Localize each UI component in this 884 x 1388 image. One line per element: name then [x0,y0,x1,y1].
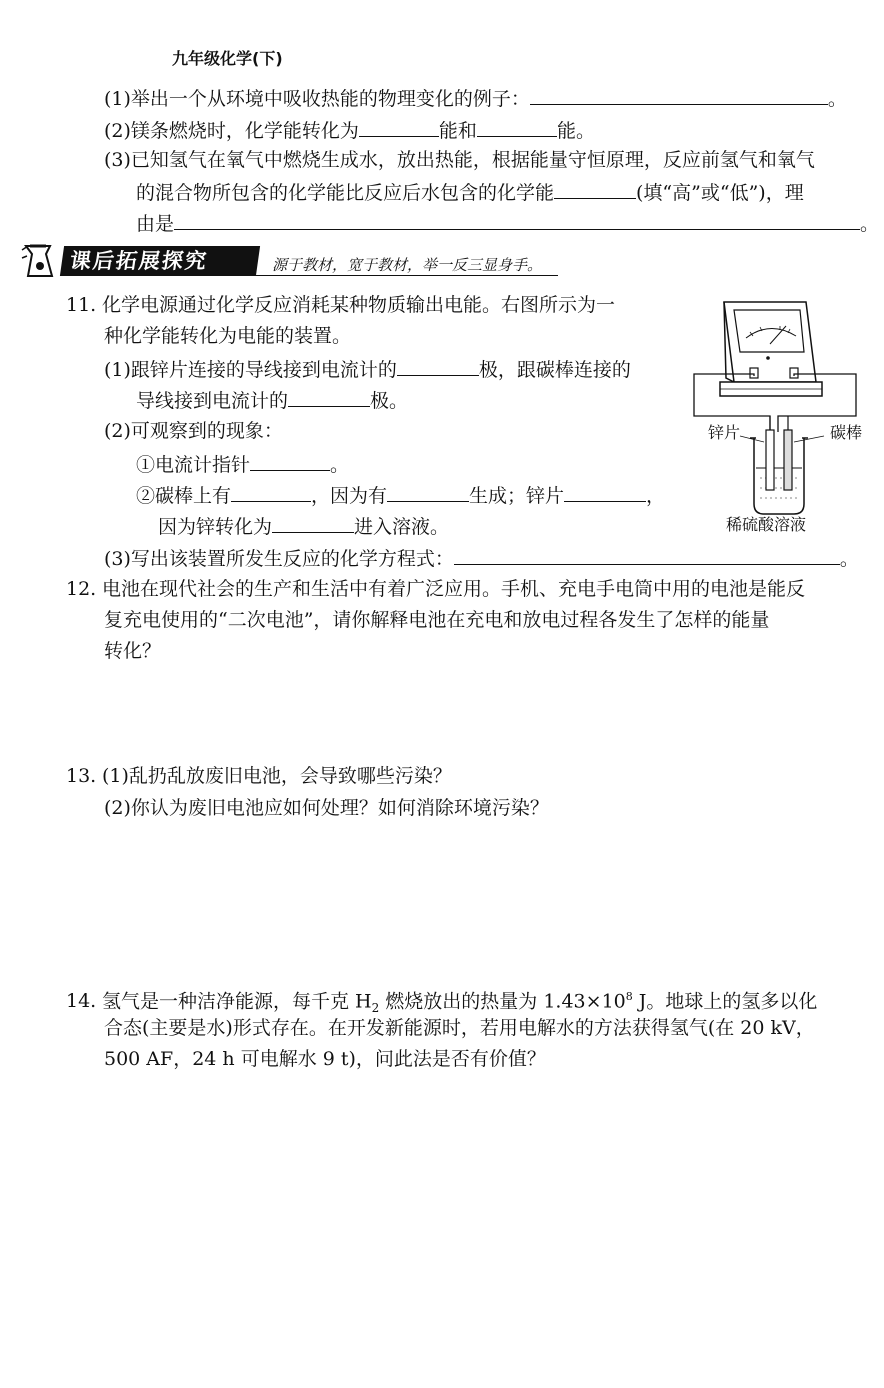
banner-underline [62,275,558,276]
banner-subtitle: 源于教材，宽于教材，举一反三显身手。 [272,256,543,274]
answer-blank[interactable] [564,481,646,502]
label-solution: 稀硫酸溶液 [726,515,807,534]
q13-line1: 13. (1)乱扔乱放废旧电池，会导致哪些污染？ [66,765,452,787]
question-number: 12. [66,578,97,600]
prev-q3-line1: (3)已知氢气在氧气中燃烧生成水，放出热能，根据能量守恒原理，反应前氢气和氧气 [104,149,815,171]
question-number: 13. [66,765,97,787]
answer-blank[interactable] [454,544,840,565]
answer-blank[interactable] [288,386,370,407]
q11-line2: 种化学能转化为电能的装置。 [104,325,352,347]
answer-blank[interactable] [250,450,330,471]
prev-q1: (1)举出一个从环境中吸收热能的物理变化的例子： 。 [104,84,847,112]
answer-blank[interactable] [530,84,828,105]
answer-blank[interactable] [387,481,469,502]
q11-part2-3: 因为锌转化为 进入溶液。 [158,512,449,540]
q14-line2: 合态(主要是水)形式存在。在开发新能源时，若用电解水的方法获得氢气(在 20 kV， [104,1017,815,1039]
answer-blank[interactable] [231,481,311,502]
prev-q3-line2: 的混合物所包含的化学能比反应后水包含的化学能 (填“高”或“低”)，理 [136,178,804,206]
q12-line3: 转化？ [104,640,162,662]
section-banner [20,244,560,278]
explore-icon [20,244,60,278]
answer-blank[interactable] [272,512,354,533]
q11-part2-1: ①电流计指针 。 [136,450,349,478]
prev-q2: (2)镁条燃烧时，化学能转化为 能和 能。 [104,116,595,144]
answer-blank[interactable] [174,209,860,230]
beaker-icon [750,416,808,514]
question-number: 11. [66,294,97,316]
galvanic-cell-figure [690,292,866,542]
q11-part1-cont: 导线接到电流计的 极。 [136,386,408,414]
prev-q3-line3: 由是 。 [136,209,879,237]
ammeter-icon [720,302,822,396]
label-zinc: 锌片 [708,423,741,442]
answer-blank[interactable] [554,178,636,199]
banner-title: 课后拓展探究 [60,246,260,276]
q11-line1: 11. 化学电源通过化学反应消耗某种物质输出电能。右图所示为一 [66,294,616,316]
answer-blank[interactable] [397,355,479,376]
label-carbon: 碳棒 [830,423,863,442]
q14-line3: 500 AF，24 h 可电解水 9 t)，问此法是否有价值？ [104,1048,546,1070]
q13-line2: (2)你认为废旧电池应如何处理？如何消除环境污染？ [104,797,549,819]
q11-part3: (3)写出该装置所发生反应的化学方程式： 。 [104,544,859,572]
page-header: 九年级化学(下) [172,49,283,68]
q11-part2: (2)可观察到的现象： [104,420,283,442]
answer-blank[interactable] [477,116,557,137]
q12-line2: 复充电使用的“二次电池”，请你解释电池在充电和放电过程各发生了怎样的能量 [104,609,770,631]
q11-part1: (1)跟锌片连接的导线接到电流计的 极，跟碳棒连接的 [104,355,631,383]
q12-line1: 12. 电池在现代社会的生产和生活中有着广泛应用。手机、充电手电筒中用的电池是能反 [66,578,806,600]
question-number: 14. [66,990,97,1013]
answer-blank[interactable] [359,116,439,137]
q14-line1: 14. 氢气是一种洁净能源，每千克 $H_2$ 燃烧放出的热量为 $1.43\times 10^8$ J。地球上的氢多以化 [66,990,818,1016]
q11-part2-2: ②碳棒上有 ，因为有 生成；锌片 ， [136,481,665,509]
